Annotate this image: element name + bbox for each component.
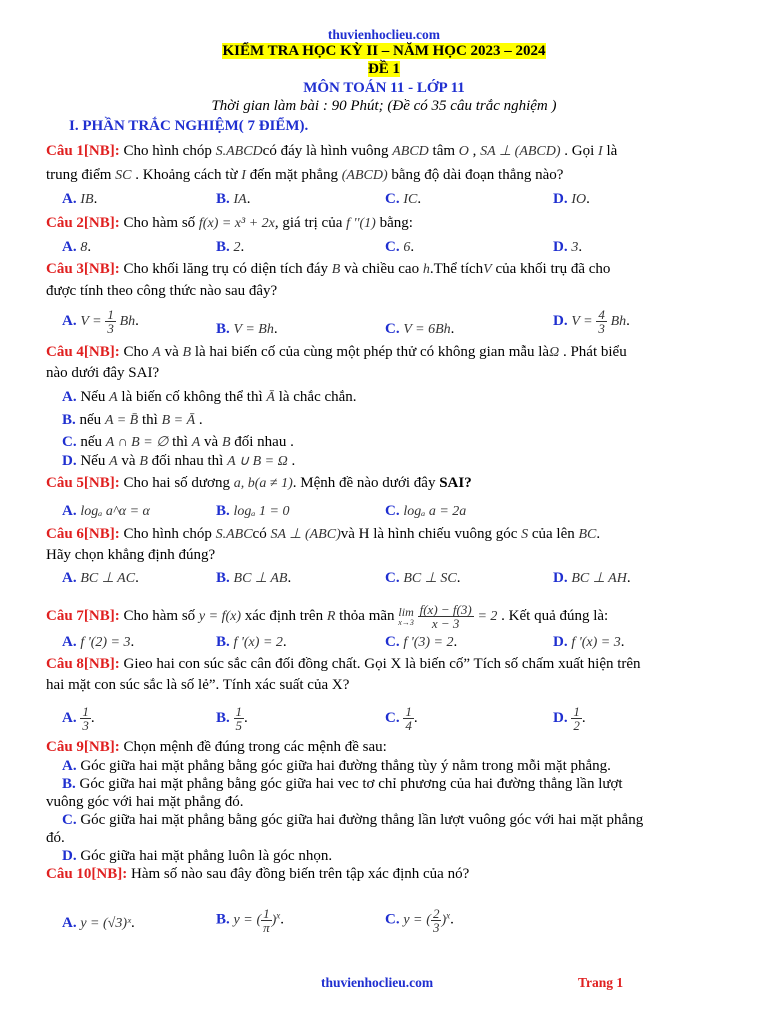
section-title: I. PHẦN TRẮC NGHIỆM( 7 ĐIỂM). <box>69 118 309 134</box>
question-5: Câu 5[NB]: Cho hai số dương a, b(a ≠ 1). Mệnh đề nào dưới đây SAI? <box>46 475 472 491</box>
exam-title: KIỂM TRA HỌC KỲ II – NĂM HỌC 2023 – 2024 <box>222 43 546 59</box>
q2-option-c[interactable]: C. 6. <box>385 239 415 255</box>
q9-option-b-cont: vuông góc với hai mặt phẳng đó. <box>46 794 244 810</box>
exam-code: ĐỀ 1 <box>367 61 401 77</box>
q1-option-c[interactable]: C. IC. <box>385 191 422 207</box>
page-number: Trang 1 <box>578 975 624 990</box>
q2-option-d[interactable]: D. 3. <box>553 239 583 255</box>
q3-option-b[interactable]: B. V = Bh. <box>216 321 278 337</box>
q9-option-d[interactable]: D. Góc giữa hai mặt phẳng luôn là góc nhọn. <box>62 848 333 864</box>
q10-option-c[interactable]: C. y = ( $\frac{2}{3}$ )$^x$. <box>385 905 454 935</box>
q8-option-d[interactable]: D. $\frac{1}{2}$ . <box>553 704 586 734</box>
question-9: Câu 9[NB]: Chọn mệnh đề đúng trong các mệnh đề sau: <box>46 739 387 755</box>
fraction: $\frac{4}{3}$ <box>598 307 605 337</box>
question-6-line2: Hãy chọn khẳng định đúng? <box>46 547 216 563</box>
q8-option-c[interactable]: C. $\frac{1}{4}$ . <box>385 704 418 734</box>
question-7: Câu 7[NB]: Cho hàm số y = f(x) xác định trên R thỏa mãn lim x→3 $\frac{f(x) - f(3)}{x - 3}$ = 2 . Kết quả đúng là: <box>46 602 609 632</box>
q6-option-a[interactable]: A. BC ⊥ AC. <box>62 570 139 586</box>
question-2: Câu 2[NB]: Cho hàm số f(x) = x³ + 2x, giá trị của f ''(1) bằng: <box>46 215 413 231</box>
question-8-line2: hai mặt con súc sắc là số lẻ”. Tính xác suất của X? <box>46 677 350 693</box>
q2-option-a[interactable]: A. 8. <box>62 239 92 255</box>
fraction: $\frac{1}{3}$ <box>82 704 89 734</box>
q9-option-c[interactable]: C. Góc giữa hai mặt phẳng bằng góc giữa hai đường thẳng lần lượt vuông góc với hai mặt phẳng <box>62 812 644 828</box>
question-4-line2: nào dưới đây SAI? <box>46 365 160 381</box>
q5-option-b[interactable]: B. logₐ 1 = 0 <box>216 503 290 519</box>
question-3: Câu 3[NB]: Cho khối lăng trụ có diện tích đáy B và chiều cao h.Thể tíchV của khối trụ đã cho <box>46 261 611 277</box>
question-1-line2: trung điểm SC . Khoảng cách từ I đến mặt phẳng (ABCD) bằng độ dài đoạn thẳng nào? <box>46 167 564 183</box>
q5-option-c[interactable]: C. logₐ a = 2a <box>385 503 467 519</box>
q4-option-d[interactable]: D. Nếu A và B đối nhau thì A ∪ B = Ω . <box>62 453 296 469</box>
q8-option-b[interactable]: B. $\frac{1}{5}$ . <box>216 704 248 734</box>
site-header[interactable]: thuvienhoclieu.com <box>327 27 441 42</box>
subject-title: MÔN TOÁN 11 - LỚP 11 <box>303 80 465 96</box>
q9-option-a[interactable]: A. Góc giữa hai mặt phẳng bằng góc giữa hai đường thẳng tùy ý nằm trong mỗi mặt phẳng. <box>62 758 611 774</box>
fraction: $\frac{1}{4}$ <box>405 704 412 734</box>
question-1: Câu 1[NB]: Cho hình chóp S.ABCDcó đáy là hình vuông ABCD tâm O , SA ⊥ (ABCD) . Gọi I là <box>46 143 618 159</box>
question-10: Câu 10[NB]: Hàm số nào sau đây đồng biến trên tập xác định của nó? <box>46 866 470 882</box>
fraction: $\frac{1}{\pi}$ <box>263 905 270 935</box>
question-6: Câu 6[NB]: Cho hình chóp S.ABCcó SA ⊥ (ABC)và H là hình chiếu vuông góc S của lên BC. <box>46 526 601 542</box>
q3-option-a[interactable]: A. V = $\frac{1}{3}$ Bh. <box>62 307 139 337</box>
q6-option-b[interactable]: B. BC ⊥ AB. <box>216 570 292 586</box>
question-3-line2: được tính theo công thức nào sau đây? <box>46 283 278 299</box>
q6-option-c[interactable]: C. BC ⊥ SC. <box>385 570 461 586</box>
q2-option-b[interactable]: B. 2. <box>216 239 245 255</box>
q4-option-b[interactable]: B. nếu A = B̄ thì B = Ā . <box>62 412 203 428</box>
fraction: $\frac{2}{3}$ <box>432 905 440 935</box>
fraction: $\frac{1}{5}$ <box>235 704 243 734</box>
q7-option-c[interactable]: C. f '(3) = 2. <box>385 634 458 650</box>
time-info: Thời gian làm bài : 90 Phút; (Đề có 35 câu trắc nghiệm ) <box>211 98 557 114</box>
q4-option-a[interactable]: A. Nếu A là biến cố không thể thì Ā là chắc chắn. <box>62 389 357 405</box>
q10-option-b[interactable]: B. y = ( $\frac{1}{\pi}$ )$^x$. <box>216 905 285 935</box>
q6-option-d[interactable]: D. BC ⊥ AH. <box>553 570 631 586</box>
q1-option-a[interactable]: A. IB. <box>62 191 98 207</box>
q9-option-c-cont: đó. <box>46 830 65 846</box>
question-4: Câu 4[NB]: Cho A và B là hai biến cố của cùng một phép thử có không gian mẫu làΩ . Phát biểu <box>46 344 627 360</box>
q3-option-c[interactable]: C. V = 6Bh. <box>385 321 455 337</box>
fraction: $\frac{1}{3}$ <box>107 307 114 337</box>
question-8: Câu 8[NB]: Gieo hai con súc sắc cân đối đồng chất. Gọi X là biến cố” Tích số chấm xuất hiện trên <box>46 656 641 672</box>
q10-option-a[interactable]: A. y = (√3)ˣ. <box>62 915 135 931</box>
fraction: $\frac{1}{2}$ <box>573 704 580 734</box>
fraction: $\frac{f(x) - f(3)}{x - 3}$ <box>419 602 472 632</box>
q7-option-a[interactable]: A. f '(2) = 3. <box>62 634 135 650</box>
q4-option-c[interactable]: C. nếu A ∩ B = ∅ thì A và B đối nhau . <box>62 434 294 450</box>
q1-option-b[interactable]: B. IA. <box>216 191 251 207</box>
limit-expression: lim x→3 <box>398 605 414 628</box>
q9-option-b[interactable]: B. Góc giữa hai mặt phẳng bằng góc giữa hai vec tơ chỉ phương của hai đường thẳng lần lượt <box>62 776 623 792</box>
q7-option-b[interactable]: B. f '(x) = 2. <box>216 634 287 650</box>
q1-option-d[interactable]: D. IO. <box>553 191 590 207</box>
q3-option-d[interactable]: D. V = $\frac{4}{3}$ Bh. <box>553 307 630 337</box>
q8-option-a[interactable]: A. $\frac{1}{3}$ . <box>62 704 95 734</box>
q7-option-d[interactable]: D. f '(x) = 3. <box>553 634 625 650</box>
footer-site-link[interactable]: thuvienhoclieu.com <box>321 975 434 990</box>
q5-option-a[interactable]: A. logₐ a^α = α <box>62 503 150 519</box>
